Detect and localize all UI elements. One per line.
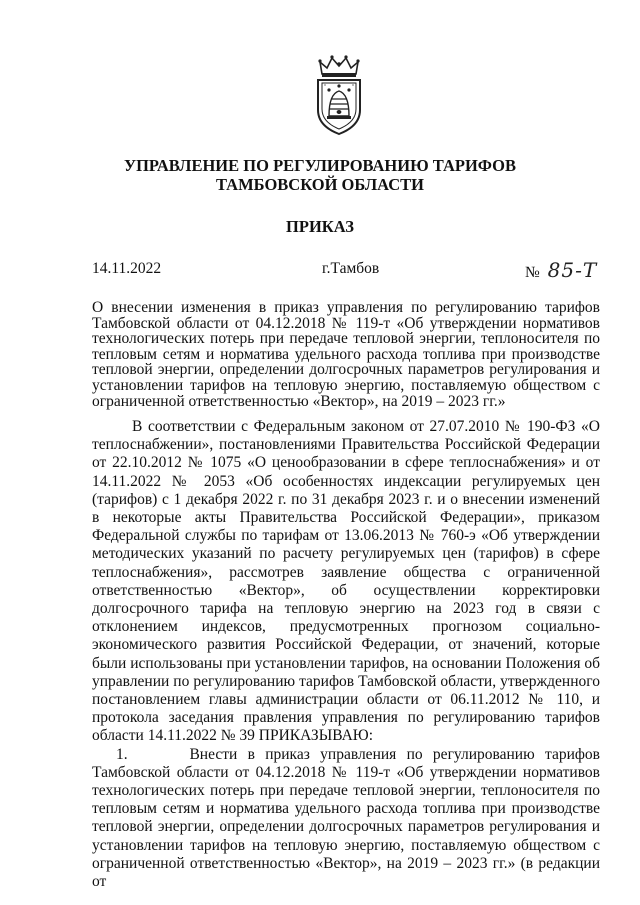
document-date: 14.11.2022 [92,260,162,277]
preamble-paragraph: В соответствии с Федеральным законом от 27.07.2010 № 190-ФЗ «О теплоснабжении», постановлениями Правительства Российской Федерации от 22.10.2012 № 1075 «О ценообразовании в сфере теплоснабжения» и от 14.11.2022 № 2053 «Об особенностях индексации регулируемых цен (тарифов) с 1 декабря 2022 г. по 31 декабря 2023 г. и о внесении изменений в некоторые акты Правительства Российской Федерации», приказом Федеральной службы по тарифам от 13.06.2013 № 760-э «Об утверждении методических указаний по расчету регулируемых цен (тарифов) в сфере теплоснабжения», рассмотрев заявление общества с ограниченной ответственностью «Вектор», об осуществлении корректировки долгосрочного тарифа на тепловую энергию на 2023 год в связи с отклонением индексов, предусмотренных прогнозом социально-экономического развития Российской Федерации, от значений, которые были использованы при установлении тарифов, на основании Положения об управлении по регулированию тарифов Тамбовской области, утвержденного постановлением главы администрации области от 06.11.2012 № 110, и протокола заседания правления управления по регулированию тарифов области 14.11.2022 № 39 ПРИКАЗЫВАЮ: [92,418,600,745]
organization-title-line1: УПРАВЛЕНИЕ ПО РЕГУЛИРОВАНИЮ ТАРИФОВ [123,156,517,175]
document-subject: О внесении изменения в приказ управления по регулированию тарифов Тамбовской области от 04.12.2018 № 119-т «Об утверждении нормативов технологических потерь при передаче тепловой энергии, теплоносителя по тепловым сетям и норматива удельного расхода топлива при производстве тепловой энергии, определении долгосрочных параметров регулирования и установлении тарифов на тепловую энергию, поставляемую обществом с ограниченной ответственностью «Вектор», на 2019 – 2023 гг.» [92,299,600,410]
handwritten-number: 85-Т [547,258,598,282]
document-body [92,418,600,891]
order-item-1: 1. Внести в приказ управления по регулированию тарифов Тамбовской области от 04.12.2018 № 119-т «Об утверждении нормативов технологических потерь при передаче тепловой энергии, теплоносителя по тепловым сетям и норматива удельного расхода топлива при производстве тепловой энергии, определении долгосрочных параметров регулирования и установлении тарифов на тепловую энергию, поставляемую обществом с ограниченной ответственностью «Вектор», на 2019 – 2023 гг.» (в редакции от [92,745,600,891]
number-label: № [525,264,540,281]
organization-title-line2: ТАМБОВСКОЙ ОБЛАСТИ [215,175,425,194]
document-type: ПРИКАЗ [286,217,354,236]
document-city: г.Тамбов [322,260,380,277]
